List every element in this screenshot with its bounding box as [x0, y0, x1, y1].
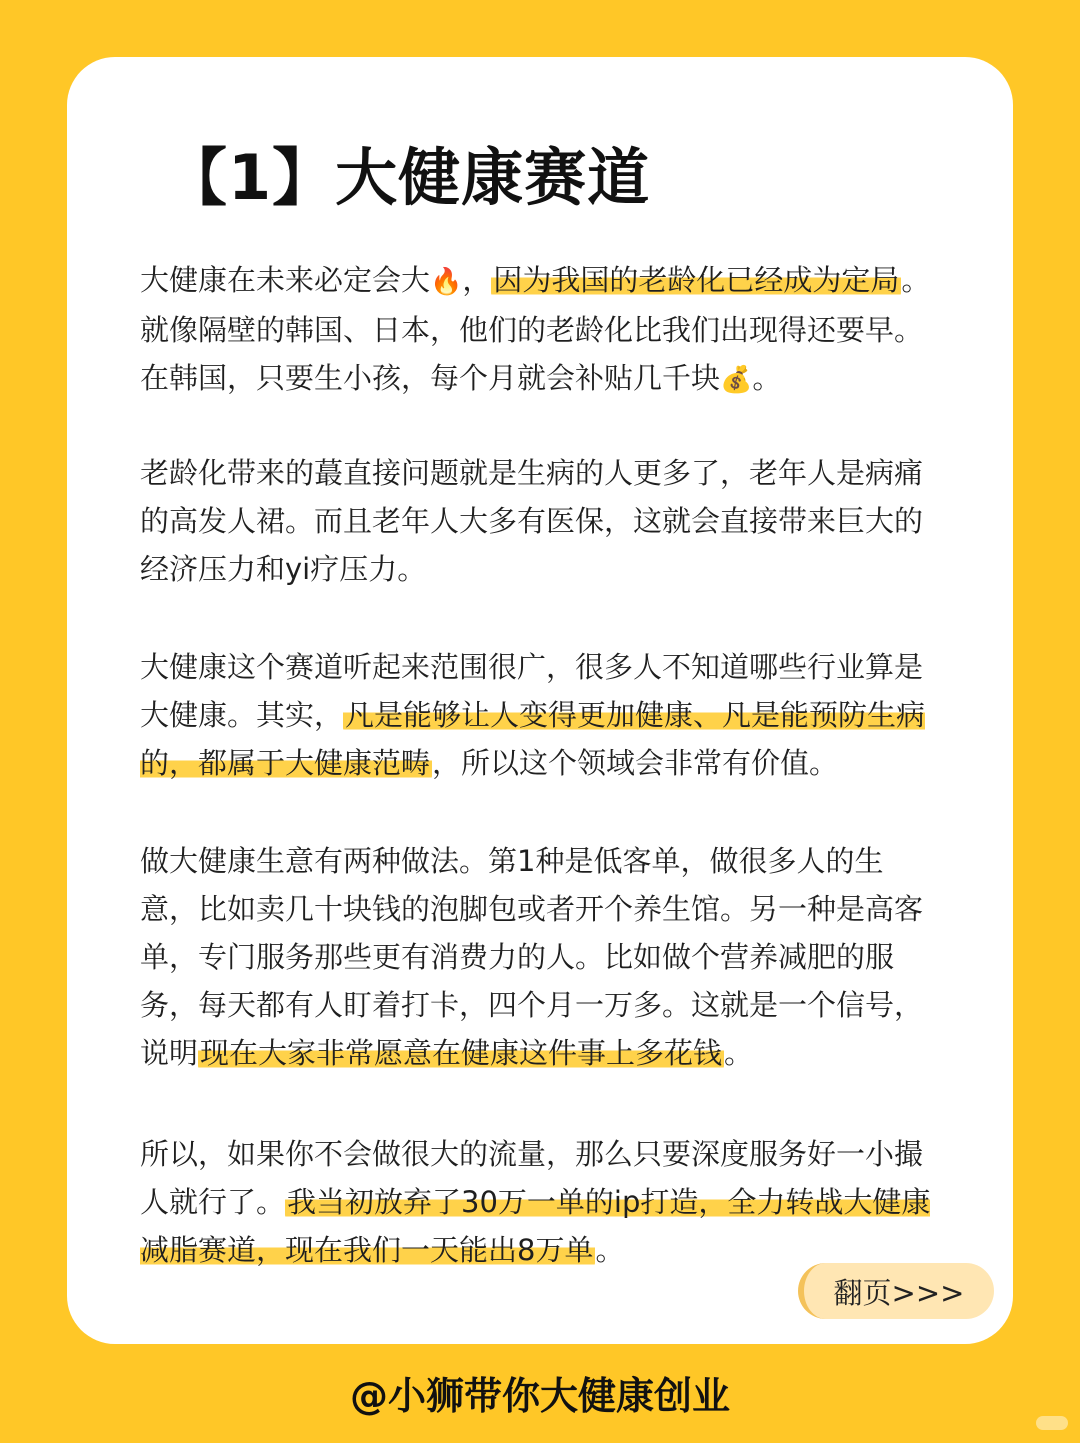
paragraph-3 [140, 643, 940, 787]
paragraph-text: 。 [595, 1233, 625, 1267]
next-page-button[interactable]: 翻页>>> [798, 1263, 994, 1319]
author-footer: @小狮带你大健康创业 [349, 1374, 730, 1418]
paragraph-text: 。 [724, 1036, 754, 1070]
highlighted-text: 因为我国的老龄化已经成为定局 [493, 263, 900, 297]
highlighted-text: 现在大家非常愿意在健康这件事上多花钱 [200, 1036, 723, 1070]
paragraph-4 [140, 837, 940, 1077]
paragraph-text: ，所以这个领域会非常有价值。 [432, 746, 839, 780]
paragraph-text: ， [462, 263, 492, 297]
paragraph-text: 老龄化带来的蕞直接问题就是生病的人更多了，老年人是病痛的高发人裙。而且老年人大多有医保，这就会直接带来巨大的经济压力和yi疗压力。 [140, 456, 924, 586]
paragraph-text: 做大健康生意有两种做法。第1种是低客单，做很多人的生意，比如卖几十块钱的泡脚包或者开个养生馆。另一种是高客单，专门服务那些更有消费力的人。比如做个营养减肥的服务，每天都有人盯着打卡，四个月一万多。这就是一个信号，说明 [140, 844, 924, 1070]
fire-emoji-icon: 🔥 [430, 267, 463, 297]
paragraph-text: 。就像隔壁的韩国、日本，他们的老龄化比我们出现得还要早。在韩国，只要生小孩，每个月就会补贴几千块 [140, 263, 931, 395]
money-bag-emoji-icon: 💰 [720, 365, 753, 395]
paragraph-1 [140, 256, 940, 404]
paragraph-text: 大健康在未来必定会大 [140, 263, 431, 297]
paragraph-text: 。 [752, 361, 782, 395]
highlighted-text: 我当初放弃了30万一单的ip打造，全力转战大健康减脂赛道，现在我们一天能出8万单 [140, 1185, 931, 1267]
paragraph-text: 大健康这个赛道听起来范围很广，很多人不知道哪些行业算是大健康。其实， [140, 650, 924, 732]
paragraph-2 [140, 449, 940, 593]
highlighted-text: 凡是能够让人变得更加健康、凡是能预防生病的，都属于大健康范畴 [140, 698, 926, 780]
paragraph-text: 所以，如果你不会做很大的流量，那么只要深度服务好一小撮人就行了。 [140, 1137, 924, 1219]
paragraph-5 [140, 1130, 940, 1274]
watermark-badge [1036, 1416, 1068, 1430]
page-title: 【1】大健康赛道 [165, 141, 651, 214]
